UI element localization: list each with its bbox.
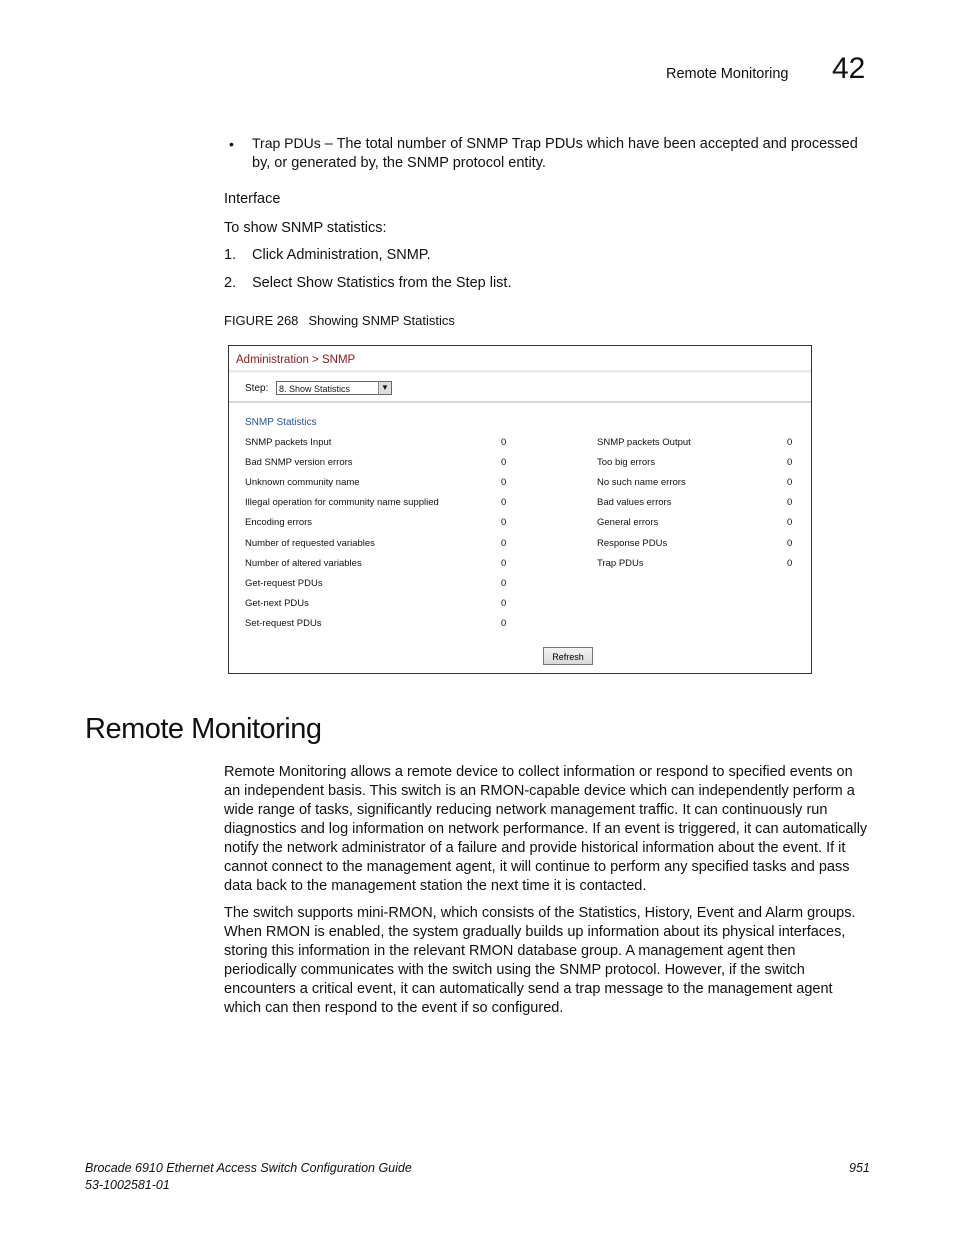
- figure-caption: [224, 313, 455, 328]
- stat-label: No such name errors: [597, 477, 686, 488]
- intro-text: To show SNMP statistics:: [224, 220, 387, 236]
- page-number: 951: [849, 1161, 870, 1175]
- stat-value: 0: [501, 477, 507, 488]
- bullet-item: [252, 134, 872, 173]
- stat-value: 0: [501, 578, 507, 589]
- stat-value: 0: [787, 538, 793, 549]
- stat-value: 0: [787, 558, 793, 569]
- chapter-number: 42: [832, 52, 866, 85]
- step-dropdown-value: 8. Show Statistics: [279, 384, 351, 394]
- stat-label: Unknown community name: [245, 477, 360, 488]
- running-header-title: Remote Monitoring: [666, 66, 789, 82]
- snmp-statistics-title: SNMP Statistics: [245, 417, 317, 428]
- footer-doc-title: Brocade 6910 Ethernet Access Switch Configuration Guide: [85, 1161, 412, 1175]
- section-divider: [229, 401, 811, 403]
- step-number: 2.: [224, 275, 237, 291]
- step-dropdown[interactable]: [276, 381, 392, 395]
- stat-value: 0: [787, 517, 793, 528]
- breadcrumb-divider: [229, 370, 811, 373]
- stat-value: 0: [787, 437, 793, 448]
- stat-value: 0: [501, 497, 507, 508]
- stat-label: Trap PDUs: [597, 558, 644, 569]
- stat-value: 0: [501, 558, 507, 569]
- stat-value: 0: [787, 477, 793, 488]
- step-text: Click Administration, SNMP.: [252, 247, 431, 263]
- stat-label: Get-request PDUs: [245, 578, 323, 589]
- stat-label: Set-request PDUs: [245, 618, 322, 629]
- step-text: Select Show Statistics from the Step list.: [252, 275, 512, 291]
- bullet-description: – The total number of SNMP Trap PDUs which have been accepted and processed by, or generated by, the SNMP protocol entity.: [252, 136, 858, 171]
- stat-value: 0: [501, 598, 507, 609]
- step-number: 1.: [224, 247, 237, 263]
- footer-doc-number: 53-1002581-01: [85, 1178, 170, 1192]
- stat-label: Illegal operation for community name supplied: [245, 497, 439, 508]
- bullet-term: Trap PDUs: [252, 135, 321, 151]
- stat-value: 0: [787, 497, 793, 508]
- stat-label: Get-next PDUs: [245, 598, 309, 609]
- refresh-button[interactable]: Refresh: [543, 647, 593, 665]
- stat-value: 0: [501, 437, 507, 448]
- step-label: Step:: [245, 383, 269, 394]
- stat-label: Number of altered variables: [245, 558, 362, 569]
- interface-heading: Interface: [224, 191, 281, 207]
- stat-value: 0: [501, 457, 507, 468]
- stat-label: Bad SNMP version errors: [245, 457, 353, 468]
- stat-label: Bad values errors: [597, 497, 672, 508]
- stat-label: Response PDUs: [597, 538, 668, 549]
- bullet-glyph: •: [229, 136, 234, 152]
- snmp-statistics-screenshot: [228, 345, 812, 674]
- stat-value: 0: [787, 457, 793, 468]
- stat-value: 0: [501, 517, 507, 528]
- stat-label: General errors: [597, 517, 659, 528]
- stat-value: 0: [501, 618, 507, 629]
- stat-value: 0: [501, 538, 507, 549]
- chevron-down-icon[interactable]: ▼: [378, 382, 391, 394]
- section-heading: Remote Monitoring: [85, 713, 322, 745]
- body-paragraph: The switch supports mini-RMON, which consists of the Statistics, History, Event and Alarm groups. When RMON is enabled, the system gradually builds up information about its physical interfaces, storing this information in the relevant RMON database group. A management agent then periodically communicates with the switch using the SNMP protocol. However, if the switch encounters a critical event, it can automatically send a trap message to the management agent which can then respond to the event if so configured.: [224, 905, 856, 1016]
- figure-title: Showing SNMP Statistics: [308, 313, 455, 328]
- stat-label: Number of requested variables: [245, 538, 375, 549]
- breadcrumb: Administration > SNMP: [236, 354, 356, 366]
- stat-label: Too big errors: [597, 457, 656, 468]
- stat-label: SNMP packets Output: [597, 437, 691, 448]
- figure-label: FIGURE 268: [224, 313, 299, 328]
- body-paragraph: Remote Monitoring allows a remote device to collect information or respond to specified events on an independent basis. This switch is an RMON-capable device which can independently perform a wide range of tasks, significantly reducing network management traffic. It can continuously run diagnostics and log information on network performance. If an event is triggered, it can automatically notify the network administrator of a failure and provide historical information about the event. If it cannot connect to the management agent, it will continue to perform any specified tasks and pass data back to the management station the next time it is contacted.: [224, 764, 868, 894]
- stat-label: SNMP packets Input: [245, 437, 332, 448]
- stat-label: Encoding errors: [245, 517, 313, 528]
